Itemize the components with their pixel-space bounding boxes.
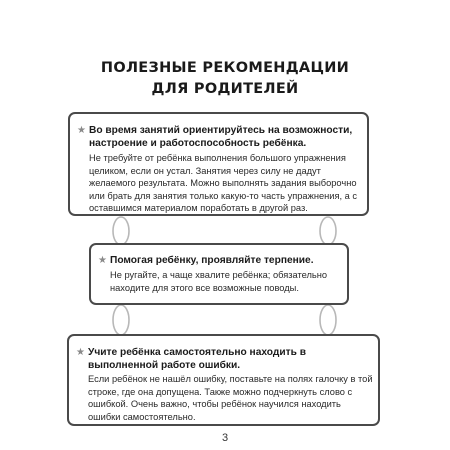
ring-right-top	[320, 217, 336, 245]
ring-left-top	[113, 217, 129, 245]
card-heading: Учите ребёнка самостоятельно находить в выполненной работе ошибки.	[88, 347, 306, 371]
star-icon: ★	[76, 347, 85, 358]
title-line-2: ДЛЯ РОДИТЕЛЕЙ	[151, 81, 299, 97]
title-line-1: ПОЛЕЗНЫЕ РЕКОМЕНДАЦИИ	[100, 60, 350, 76]
ring-left-bottom	[113, 305, 129, 335]
recommendation-card-1	[68, 112, 369, 216]
card-heading: Помогая ребёнку, проявляйте терпение.	[110, 255, 314, 266]
card-text: Не требуйте от ребёнка выполнения большого упражнения целиком, если он устал. Занятия через силу не дадут желаемого результата. Можно выполнять задания выборочно или брать для занятия только какую-то часть упражнения, а с оставшимся материалом поработать в другой раз.	[89, 153, 358, 214]
page-number: 3	[221, 432, 229, 444]
page-title	[0, 58, 450, 100]
recommendation-card-3	[67, 334, 380, 426]
star-icon: ★	[98, 255, 107, 266]
ring-right-bottom	[320, 305, 336, 335]
star-icon: ★	[77, 125, 86, 136]
card-text: Если ребёнок не нашёл ошибку, поставьте на полях галочку в той строке, где она допущена. Также можно подчеркнуть слово с ошибкой. Очень важно, чтобы ребёнок научился находить ошибки самостоятельно.	[88, 374, 373, 422]
card-text: Не ругайте, а чаще хвалите ребёнка; обязательно находите для этого все возможные поводы.	[110, 270, 328, 293]
card-heading: Во время занятий ориентируйтесь на возможности, настроение и работоспособность ребёнка.	[89, 125, 353, 149]
recommendation-card-2	[89, 243, 349, 305]
